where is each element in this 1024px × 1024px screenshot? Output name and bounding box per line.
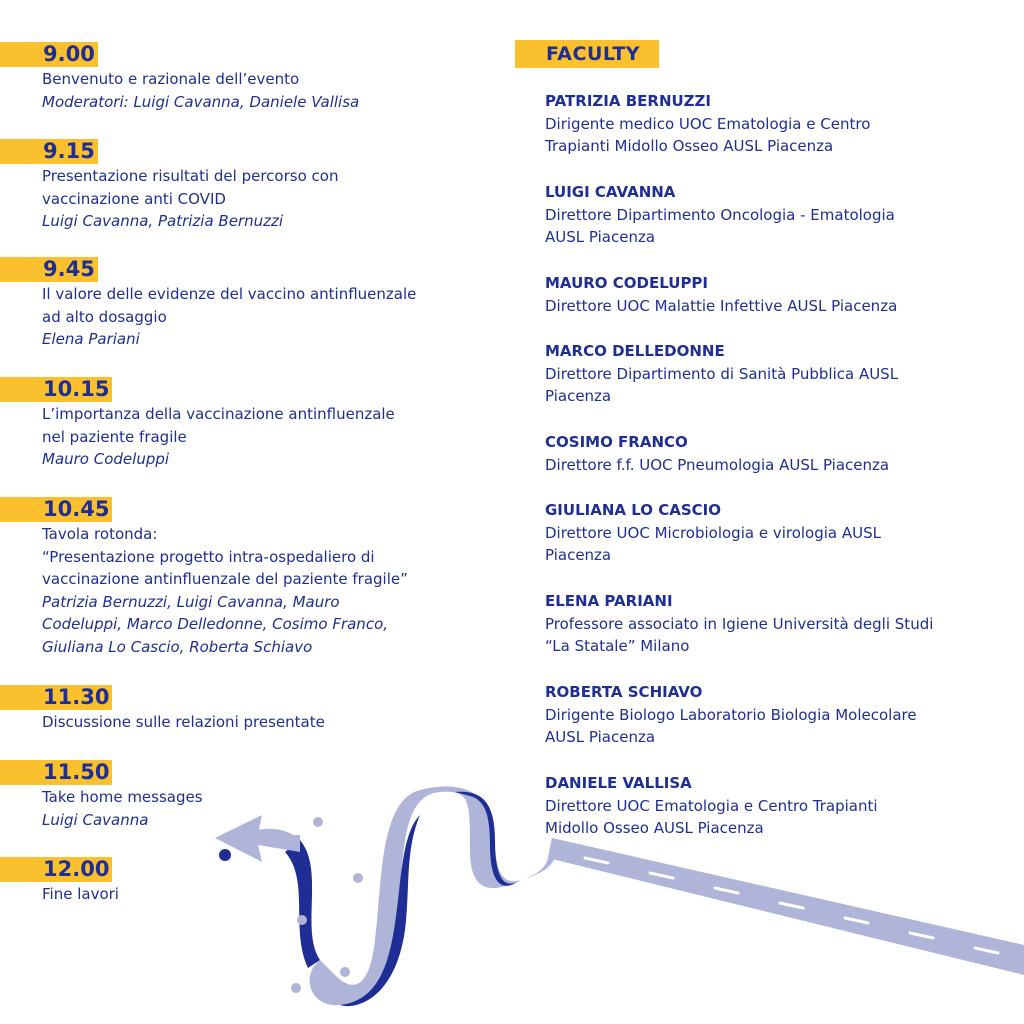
talk-speakers: Luigi Cavanna — [42, 810, 149, 829]
faculty-role: Direttore Dipartimento Oncologia - Ematologia — [545, 205, 895, 224]
faculty-name: MARCO DELLEDONNE — [545, 342, 725, 360]
faculty-member — [545, 272, 897, 317]
talk-speakers: Elena Pariani — [42, 330, 140, 348]
faculty-role: AUSL Piacenza — [545, 228, 656, 246]
faculty-role: Direttore f.f. UOC Pneumologia AUSL Piacenza — [545, 455, 890, 474]
talk-speakers: Moderatori: Luigi Cavanna, Daniele Vallisa — [42, 92, 360, 111]
faculty-member — [545, 431, 889, 476]
faculty-role: Piacenza — [545, 387, 612, 405]
talk-speakers: Mauro Codeluppi — [42, 450, 170, 468]
talk-title: Benvenuto e razionale dell’evento — [42, 70, 300, 88]
faculty-member — [545, 772, 878, 840]
faculty-role: Direttore UOC Malattie Infettive AUSL Piacenza — [545, 296, 898, 315]
faculty-member — [545, 181, 895, 249]
faculty-member — [545, 340, 898, 408]
faculty-role: Direttore Dipartimento di Sanità Pubblica AUSL — [545, 364, 899, 383]
faculty-role: Direttore UOC Microbiologia e virologia AUSL — [545, 523, 881, 542]
faculty-role: Trapianti Midollo Osseo AUSL Piacenza — [545, 137, 834, 155]
talk-title: Presentazione risultati del percorso con — [42, 167, 339, 185]
time-label: 9.15 — [43, 139, 95, 163]
faculty-role: Piacenza — [545, 546, 612, 564]
faculty-role: Direttore UOC Ematologia e Centro Trapianti — [545, 796, 878, 815]
faculty-name: DANIELE VALLISA — [545, 774, 692, 792]
faculty-heading — [515, 40, 659, 68]
talk-title: Tavola rotonda: — [42, 525, 158, 543]
time-label: 9.00 — [43, 42, 95, 66]
faculty-name: ROBERTA SCHIAVO — [545, 683, 703, 701]
faculty-member — [545, 590, 933, 658]
faculty-name: LUIGI CAVANNA — [545, 183, 676, 201]
faculty-role: Dirigente Biologo Laboratorio Biologia Molecolare — [545, 705, 917, 724]
time-label: 11.50 — [43, 760, 110, 784]
time-label: 9.45 — [43, 257, 95, 281]
faculty-name: COSIMO FRANCO — [545, 433, 688, 451]
faculty-role: AUSL Piacenza — [545, 728, 656, 746]
talk-title: vaccinazione antinfluenzale del paziente fragile” — [42, 570, 408, 588]
talk-title: L’importanza della vaccinazione antinfluenzale — [42, 405, 395, 423]
time-label: 10.45 — [43, 497, 110, 521]
faculty-role: Dirigente medico UOC Ematologia e Centro — [545, 114, 871, 133]
talk-title: Discussione sulle relazioni presentate — [42, 713, 325, 731]
talk-title: vaccinazione anti COVID — [42, 189, 226, 208]
faculty-member — [545, 681, 917, 749]
faculty-title: FACULTY — [546, 43, 641, 65]
faculty-name: MAURO CODELUPPI — [545, 274, 709, 292]
talk-title: “Presentazione progetto intra-ospedaliero di — [42, 547, 375, 566]
faculty-role: “La Statale” Milano — [545, 637, 690, 655]
faculty-name: GIULIANA LO CASCIO — [545, 501, 721, 519]
faculty-member — [545, 499, 881, 567]
talk-title: Take home messages — [42, 788, 203, 806]
talk-speakers: Luigi Cavanna, Patrizia Bernuzzi — [42, 212, 284, 230]
talk-title: nel paziente fragile — [42, 427, 187, 446]
faculty-member — [545, 90, 870, 158]
talk-speakers: Codeluppi, Marco Delledonne, Cosimo Franco, — [42, 615, 389, 633]
time-label: 12.00 — [43, 857, 110, 881]
time-label: 11.30 — [43, 685, 110, 709]
talk-title: Fine lavori — [42, 885, 119, 903]
talk-speakers: Patrizia Bernuzzi, Luigi Cavanna, Mauro — [42, 592, 340, 611]
faculty-role: Professore associato in Igiene Università degli Studi — [545, 614, 934, 633]
faculty-role: Midollo Osseo AUSL Piacenza — [545, 819, 764, 837]
faculty-name: ELENA PARIANI — [545, 592, 673, 610]
talk-title: Il valore delle evidenze del vaccino antinfluenzale — [42, 285, 417, 303]
talk-title: ad alto dosaggio — [42, 307, 167, 326]
faculty-name: PATRIZIA BERNUZZI — [545, 92, 712, 110]
talk-speakers: Giuliana Lo Cascio, Roberta Schiavo — [42, 637, 313, 656]
time-label: 10.15 — [43, 377, 110, 401]
